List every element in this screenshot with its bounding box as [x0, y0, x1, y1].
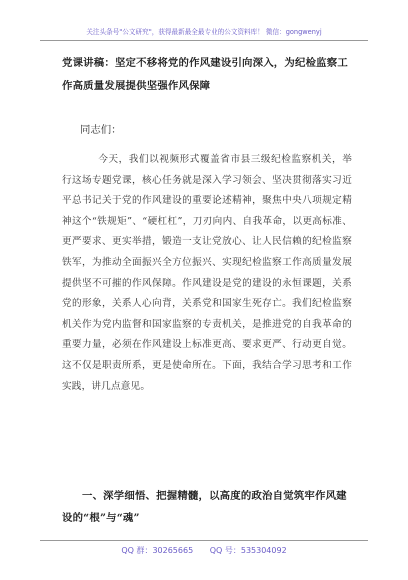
- salutation: 同志们：: [80, 124, 122, 136]
- header-notice: 关注头条号"公文研究"，获得最新最全最专业的公文资料库！ 微信：gongwenyj: [40, 26, 368, 41]
- body-paragraph: [62, 150, 352, 397]
- document-title: 党课讲稿：坚定不移将党的作风建设引向深入，为纪检监察工作高质量发展提供坚强作风保障: [62, 57, 348, 92]
- footer-qq-group: QQ 群：30265665: [121, 546, 194, 555]
- paragraph-text: 今天，我们以视频形式覆盖省市县三级纪检监察机关，举行这场专题党课，核心任务就是深入学习领会、坚决贯彻落实习近平总书记关于党的作风建设的重要论述精神，聚焦中央八项规定精神这个“铁规矩”、“硬杠杠”，刀刃向内、自我革命，以更高标准、更严要求、更实举措，锻造一支让党放心、让人民信赖的纪检监察铁军，为推动全面振兴全方位振兴、实现纪检监察工作高质量发展提供坚不可摧的作风保障。作风建设是党的建设的永恒课题，关系党的形象，关系人心向背，关系党和国家生死存亡。我们纪检监察机关作为党内监督和国家监察的专责机关，是推进党的自我革命的重要力量，必须在作风建设上标准更高、要求更严、行动更自觉。这不仅是职责所系，更是使命所在。下面，我结合学习思考和工作实践，讲几点意见。: [62, 154, 352, 392]
- section-heading: [62, 485, 352, 529]
- section-heading-text: 一、深学细悟、把握精髓，以高度的政治自觉筑牢作风建设的“根”与“魂”: [62, 490, 347, 524]
- footer-contact: [40, 540, 368, 556]
- footer-qq-number: QQ 号：535304092: [209, 546, 287, 555]
